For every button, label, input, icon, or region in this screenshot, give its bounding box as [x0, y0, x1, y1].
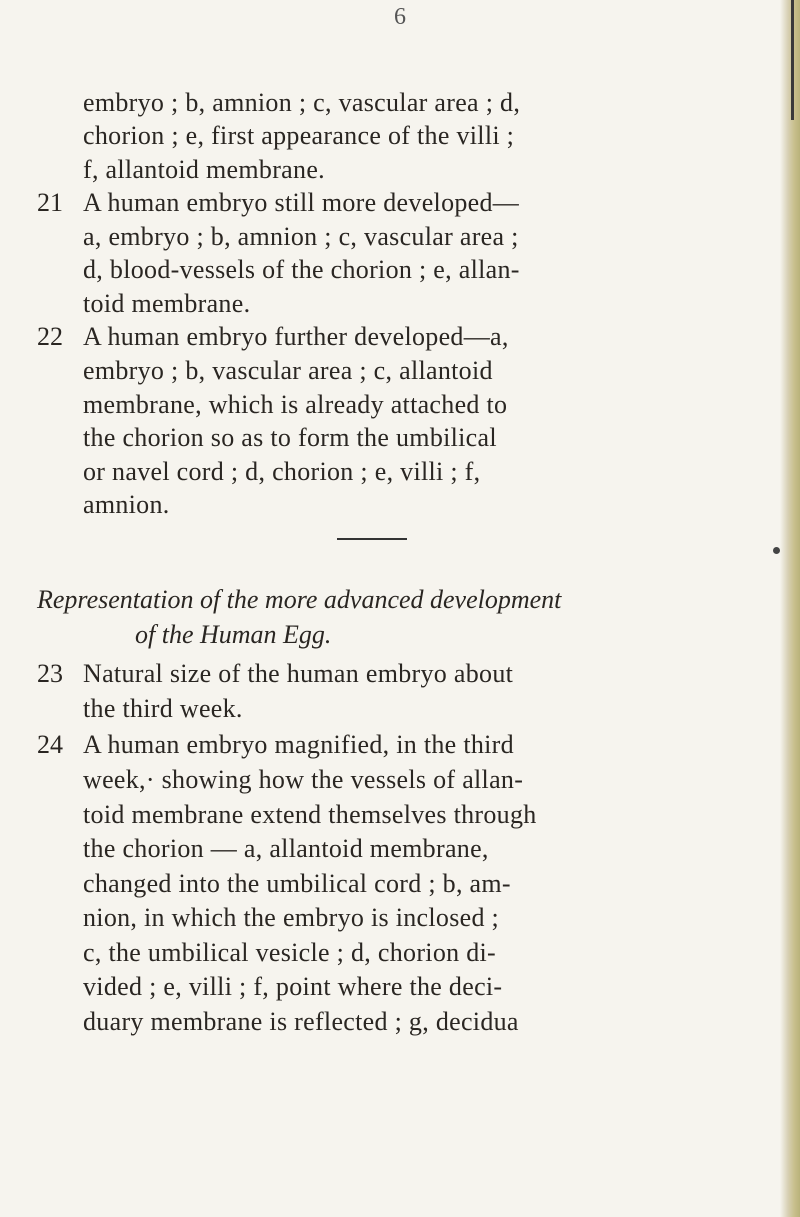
text-line: d, blood-vessels of the chorion ; e, allan- — [83, 255, 520, 284]
text-line: or navel cord ; d, chorion ; e, villi ; f, — [83, 457, 481, 486]
section-heading-line-1: Representation of the more advanced development — [37, 585, 562, 614]
text-line: c, the umbilical vesicle ; d, chorion di- — [83, 938, 497, 967]
text-line: changed into the umbilical cord ; b, am- — [83, 869, 511, 898]
text-line: Natural size of the human embryo about — [83, 659, 514, 688]
text-line: duary membrane is reflected ; g, decidua — [83, 1007, 519, 1036]
item-number: 22 — [37, 322, 63, 351]
text-line: amnion. — [83, 490, 170, 519]
text-line: A human embryo magnified, in the third — [83, 730, 514, 759]
text-line: vided ; e, villi ; f, point where the deci- — [83, 972, 503, 1001]
section-heading-line-2: of the Human Egg. — [135, 620, 332, 649]
item-number: 23 — [37, 659, 63, 688]
page-number: 6 — [394, 4, 406, 30]
text-line: toid membrane. — [83, 289, 251, 318]
text-line: f, allantoid membrane. — [83, 155, 325, 184]
page-edge-shadow — [780, 0, 800, 1217]
section-divider — [337, 538, 407, 540]
text-line: the third week. — [83, 694, 243, 723]
text-line: a, embryo ; b, amnion ; c, vascular area ; — [83, 222, 519, 251]
page-edge-mark — [791, 0, 794, 120]
item-number: 21 — [37, 188, 63, 217]
ink-spot — [773, 547, 780, 554]
text-line: A human embryo still more developed— — [83, 188, 520, 217]
text-line: embryo ; b, amnion ; c, vascular area ; d, — [83, 88, 521, 117]
item-number: 24 — [37, 730, 63, 759]
text-line: chorion ; e, first appearance of the villi ; — [83, 121, 515, 150]
text-line: week,· showing how the vessels of allan- — [83, 765, 524, 794]
text-line: embryo ; b, vascular area ; c, allantoid — [83, 356, 493, 385]
text-line: nion, in which the embryo is inclosed ; — [83, 903, 500, 932]
text-line: A human embryo further developed—a, — [83, 322, 509, 351]
text-line: the chorion so as to form the umbilical — [83, 423, 497, 452]
text-line: the chorion — a, allantoid membrane, — [83, 834, 489, 863]
text-line: toid membrane extend themselves through — [83, 800, 537, 829]
text-line: membrane, which is already attached to — [83, 390, 508, 419]
